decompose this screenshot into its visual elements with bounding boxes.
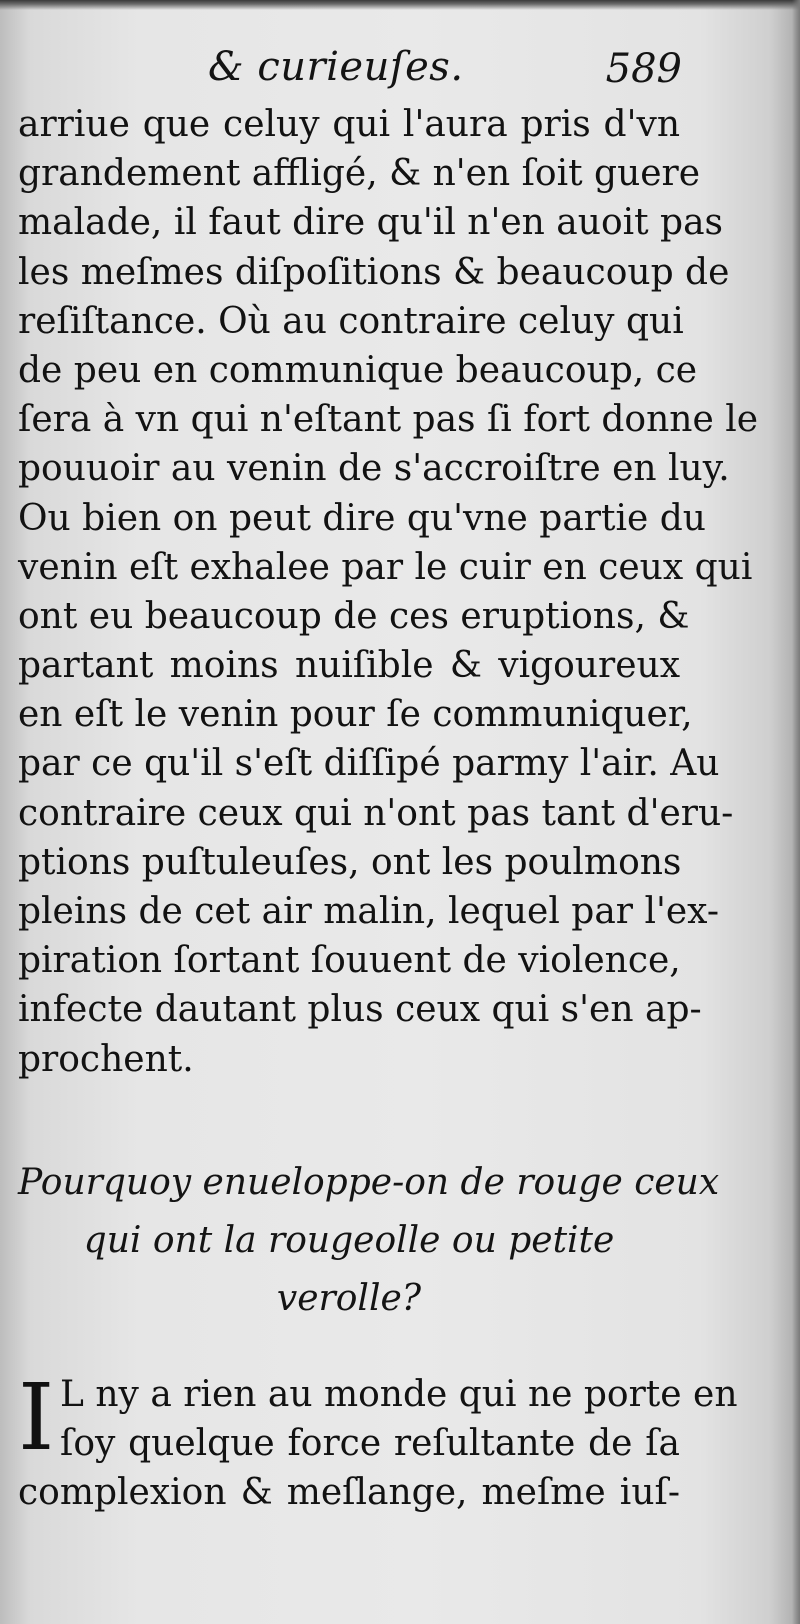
text-line: grandement affligé, & n'en ſoit guere <box>18 153 701 195</box>
heading-line: qui ont la rougeolle ou petite <box>83 1220 615 1261</box>
text-line: malade, il faut dire qu'il n'en auoit pas <box>18 202 724 244</box>
text-line: les meſmes diſpoſitions & beaucoup de <box>18 251 730 293</box>
section-heading <box>18 1154 720 1328</box>
page-right-edge <box>792 0 800 1624</box>
text-line: par ce qu'il s'eſt diſſipé parmy l'air. Au <box>18 743 720 785</box>
text-line: venin eſt exhalee par le cuir en ceux qui <box>18 546 753 588</box>
running-title: & curieuſes. <box>208 44 464 90</box>
second-paragraph <box>18 1364 738 1520</box>
text-line: pleins de cet air malin, lequel par l'ex- <box>18 891 719 932</box>
text-line: ſera à vn qui n'eſtant pas ſi fort donne le <box>18 399 759 441</box>
text-line: infecte dautant plus ceux qui s'en ap- <box>18 989 702 1031</box>
text-line: partant moins nuiſible & vigoureux <box>18 645 680 687</box>
text-line: de peu en communique beaucoup, ce <box>18 349 698 391</box>
text-line: piration ſortant ſouuent de violence, <box>18 940 681 982</box>
text-line: Ou bien on peut dire qu'vne partie du <box>18 497 706 539</box>
text-line: pouuoir au venin de s'accroiſtre en luy. <box>18 448 730 490</box>
heading-line: verolle? <box>276 1278 422 1319</box>
text-line: ſoy quelque force reſultante de ſa <box>60 1423 680 1464</box>
page-top-shadow <box>0 0 800 10</box>
text-line: ont eu beaucoup de ces eruptions, & <box>18 595 690 637</box>
text-line: contraire ceux qui n'ont pas tant d'eru- <box>18 792 734 834</box>
text-line: ptions puſtuleuſes, ont les poulmons <box>18 841 682 883</box>
heading-line: Pourquoy enueloppe-on de rouge ceux <box>18 1162 720 1203</box>
text-line: prochent. <box>18 1038 194 1080</box>
page-number: 589 <box>605 46 682 92</box>
text-line: en eſt le venin pour ſe communiquer, <box>18 694 693 736</box>
text-line: arriue que celuy qui l'aura pris d'vn <box>18 104 680 145</box>
text-line: reſiſtance. Où au contraire celuy qui <box>18 300 684 342</box>
text-line: L ny a rien au monde qui ne porte en <box>60 1374 738 1415</box>
page-header <box>0 44 800 96</box>
drop-cap: I <box>18 1364 55 1471</box>
body-paragraph <box>18 100 759 1084</box>
text-line: complexion & meſlange, meſme iuſ- <box>18 1472 680 1513</box>
